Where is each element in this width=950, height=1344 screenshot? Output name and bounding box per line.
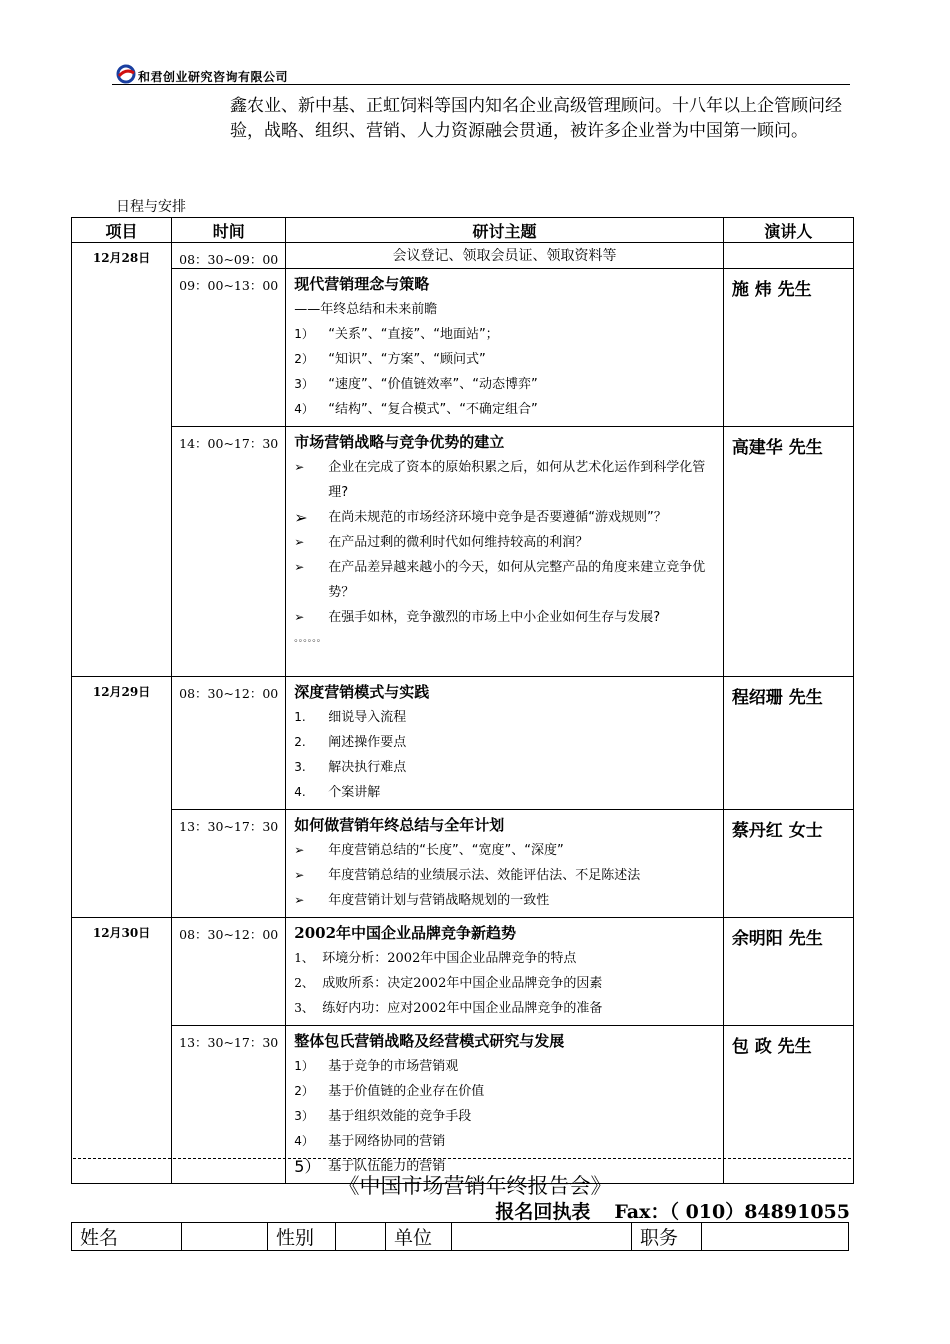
header-item: 项目 bbox=[72, 218, 172, 243]
time-cell: 09：00~13：00 bbox=[172, 269, 286, 427]
list-marker: ➢ bbox=[294, 843, 305, 857]
dashed-divider bbox=[73, 1158, 851, 1159]
topic-cell bbox=[286, 810, 724, 918]
list-text: “结构”、“复合模式”、“不确定组合” bbox=[328, 402, 538, 417]
list-text: 细说导入流程 bbox=[328, 710, 407, 725]
registration-table bbox=[71, 1222, 849, 1251]
list-text: 练好内功：应对2002年中国企业品牌竞争的准备 bbox=[322, 1001, 603, 1016]
list-text: 年度营销计划与营销战略规划的一致性 bbox=[328, 893, 550, 908]
header-speaker: 演讲人 bbox=[723, 218, 853, 243]
table-row bbox=[72, 1026, 854, 1184]
time-cell: 08：30~12：00 bbox=[172, 677, 286, 810]
list-marker: ➢ bbox=[294, 508, 308, 527]
list-item bbox=[294, 888, 717, 913]
speaker-intro-text: 鑫农业、新中基、正虹饲料等国内知名企业高级管理顾问。十八年以上企管顾问经验，战略、组织、营销、人力资源融会贯通，被许多企业誉为中国第一顾问。 bbox=[230, 96, 842, 141]
date-cell: 12月28日 bbox=[72, 243, 172, 677]
table-header-row bbox=[72, 218, 854, 243]
field-label-company: 单位 bbox=[386, 1223, 452, 1251]
topic-cell bbox=[286, 677, 724, 810]
list-item bbox=[294, 455, 717, 505]
list-item bbox=[294, 605, 717, 630]
table-row bbox=[72, 918, 854, 1026]
field-input-name[interactable] bbox=[182, 1223, 268, 1251]
header-rule bbox=[112, 84, 850, 85]
list-item bbox=[294, 863, 717, 888]
time-cell: 14：00~17：30 bbox=[172, 427, 286, 677]
speaker-cell bbox=[723, 243, 853, 269]
list-item bbox=[294, 505, 717, 530]
list-marker: ➢ bbox=[294, 460, 305, 474]
list-marker: 1、 bbox=[294, 951, 314, 965]
fax-number: Fax：（ 010）84891055 bbox=[614, 1201, 850, 1223]
list-item bbox=[294, 780, 717, 805]
list-marker: 3. bbox=[294, 760, 306, 774]
topic-title: 市场营销战略与竞争优势的建立 bbox=[294, 433, 505, 451]
list-marker: ➢ bbox=[294, 535, 305, 549]
table-row bbox=[72, 1223, 849, 1251]
table-row bbox=[72, 427, 854, 677]
list-item bbox=[294, 1104, 717, 1129]
time-cell: 08：30~09：00 bbox=[172, 243, 286, 269]
list-marker: 1） bbox=[294, 1059, 314, 1073]
list-marker: 4） bbox=[294, 1134, 314, 1148]
list-text: 基于价值链的企业存在价值 bbox=[328, 1084, 485, 1099]
list-marker: 4. bbox=[294, 785, 306, 799]
list-marker: ➢ bbox=[294, 610, 305, 624]
speaker-name: 高建华 先生 bbox=[723, 427, 853, 677]
list-item bbox=[294, 397, 717, 422]
list-marker: ➢ bbox=[294, 560, 305, 574]
form-subtitle-text: 报名回执表 bbox=[495, 1201, 591, 1223]
list-text: 成败所系：决定2002年中国企业品牌竞争的因素 bbox=[322, 976, 603, 991]
date-cell: 12月30日 bbox=[72, 918, 172, 1184]
list-text: 企业在完成了资本的原始积累之后，如何从艺术化运作到科学化管理? bbox=[328, 460, 706, 500]
topic-title: 现代营销理念与策略 bbox=[294, 275, 430, 293]
company-name: 和君创业研究咨询有限公司 bbox=[138, 70, 289, 84]
header-time: 时间 bbox=[172, 218, 286, 243]
list-text: “关系”、“直接”、“地面站”； bbox=[328, 327, 499, 342]
date-cell: 12月29日 bbox=[72, 677, 172, 918]
topic-title: 整体包氏营销战略及经营模式研究与发展 bbox=[294, 1032, 565, 1050]
list-marker: 2、 bbox=[294, 976, 314, 990]
topic-cell bbox=[286, 1026, 724, 1184]
list-item bbox=[294, 946, 717, 971]
topic-cell bbox=[286, 269, 724, 427]
list-marker: 1） bbox=[294, 327, 314, 341]
list-text: 年度营销总结的业绩展示法、效能评估法、不足陈述法 bbox=[328, 868, 641, 883]
time-cell: 08：30~12：00 bbox=[172, 918, 286, 1026]
speaker-name: 程绍珊 先生 bbox=[723, 677, 853, 810]
list-text: 个案讲解 bbox=[328, 785, 381, 800]
time-cell: 13：30~17：30 bbox=[172, 810, 286, 918]
list-text: 基于网络协同的营销 bbox=[328, 1134, 446, 1149]
list-item bbox=[294, 1079, 717, 1104]
list-text: 基于竞争的市场营销观 bbox=[328, 1059, 459, 1074]
field-input-gender[interactable] bbox=[336, 1223, 386, 1251]
list-item bbox=[294, 530, 717, 555]
topic-title: 如何做营销年终总结与全年计划 bbox=[294, 816, 505, 834]
list-item bbox=[294, 322, 717, 347]
list-marker: 5） bbox=[294, 1157, 321, 1176]
form-title: 《中国市场营销年终报告会》 bbox=[338, 1174, 612, 1198]
list-text: 在产品过剩的微利时代如何维持较高的利润？ bbox=[328, 535, 589, 550]
time-cell: 13：30~17：30 bbox=[172, 1026, 286, 1184]
field-input-company[interactable] bbox=[452, 1223, 632, 1251]
list-marker: 3、 bbox=[294, 1001, 314, 1015]
list-text: “知识”、“方案”、“顾问式” bbox=[328, 352, 486, 367]
page-header bbox=[112, 62, 850, 88]
topic-title: 深度营销模式与实践 bbox=[294, 683, 430, 701]
field-label-gender: 性别 bbox=[268, 1223, 336, 1251]
speaker-name: 余明阳 先生 bbox=[723, 918, 853, 1026]
list-marker: 2） bbox=[294, 352, 314, 366]
header-topic: 研讨主题 bbox=[286, 218, 724, 243]
ellipsis: 。。。。。。 bbox=[294, 634, 326, 644]
list-item bbox=[294, 555, 717, 605]
schedule-label: 日程与安排 bbox=[116, 199, 186, 215]
list-item bbox=[294, 372, 717, 397]
list-marker: 4） bbox=[294, 402, 314, 416]
list-marker: 2. bbox=[294, 735, 306, 749]
list-item bbox=[294, 755, 717, 780]
checkin-text: 会议登记、领取会员证、领取资料等 bbox=[286, 243, 724, 269]
table-row bbox=[72, 243, 854, 269]
list-text: 基于组织效能的竞争手段 bbox=[328, 1109, 472, 1124]
field-label-position: 职务 bbox=[632, 1223, 702, 1251]
list-marker: 3） bbox=[294, 377, 314, 391]
topic-subtitle: ——年终总结和未来前瞻 bbox=[294, 302, 438, 317]
list-text: 在产品差异越来越小的今天，如何从完整产品的角度来建立竞争优势？ bbox=[328, 560, 706, 600]
field-label-name: 姓名 bbox=[72, 1223, 182, 1251]
table-row bbox=[72, 810, 854, 918]
list-item bbox=[294, 730, 717, 755]
list-item bbox=[294, 1054, 717, 1079]
list-text: 在强手如林，竞争激烈的市场上中小企业如何生存与发展? bbox=[328, 610, 661, 625]
list-marker: 3） bbox=[294, 1109, 314, 1123]
list-marker: 1. bbox=[294, 710, 306, 724]
schedule-table bbox=[71, 217, 854, 1184]
list-item bbox=[294, 838, 717, 863]
company-logo-icon bbox=[116, 64, 136, 84]
list-marker: ➢ bbox=[294, 893, 305, 907]
list-text: 在尚未规范的市场经济环境中竞争是否要遵循“游戏规则”？ bbox=[328, 510, 667, 525]
list-text: 环境分析：2002年中国企业品牌竞争的特点 bbox=[322, 951, 577, 966]
list-text: 阐述操作要点 bbox=[328, 735, 407, 750]
list-item bbox=[294, 1129, 717, 1154]
list-text: 年度营销总结的“长度”、“宽度”、“深度” bbox=[328, 843, 564, 858]
topic-cell bbox=[286, 427, 724, 677]
table-row bbox=[72, 677, 854, 810]
form-subtitle bbox=[495, 1197, 850, 1224]
topic-cell bbox=[286, 918, 724, 1026]
list-marker: ➢ bbox=[294, 868, 305, 882]
list-item bbox=[294, 705, 717, 730]
list-marker: 2） bbox=[294, 1084, 314, 1098]
list-item bbox=[294, 347, 717, 372]
speaker-name: 施 炜 先生 bbox=[723, 269, 853, 427]
table-row bbox=[72, 269, 854, 427]
list-text: 解决执行难点 bbox=[328, 760, 407, 775]
speaker-name: 蔡丹红 女士 bbox=[723, 810, 853, 918]
field-input-position[interactable] bbox=[702, 1223, 849, 1251]
list-text: 基于队伍能力的营销 bbox=[328, 1159, 446, 1174]
list-item bbox=[294, 996, 717, 1021]
speaker-name: 包 政 先生 bbox=[723, 1026, 853, 1184]
list-item bbox=[294, 971, 717, 996]
topic-title: 2002年中国企业品牌竞争新趋势 bbox=[294, 924, 517, 942]
list-text: “速度”、“价值链效率”、“动态博弈” bbox=[328, 377, 538, 392]
